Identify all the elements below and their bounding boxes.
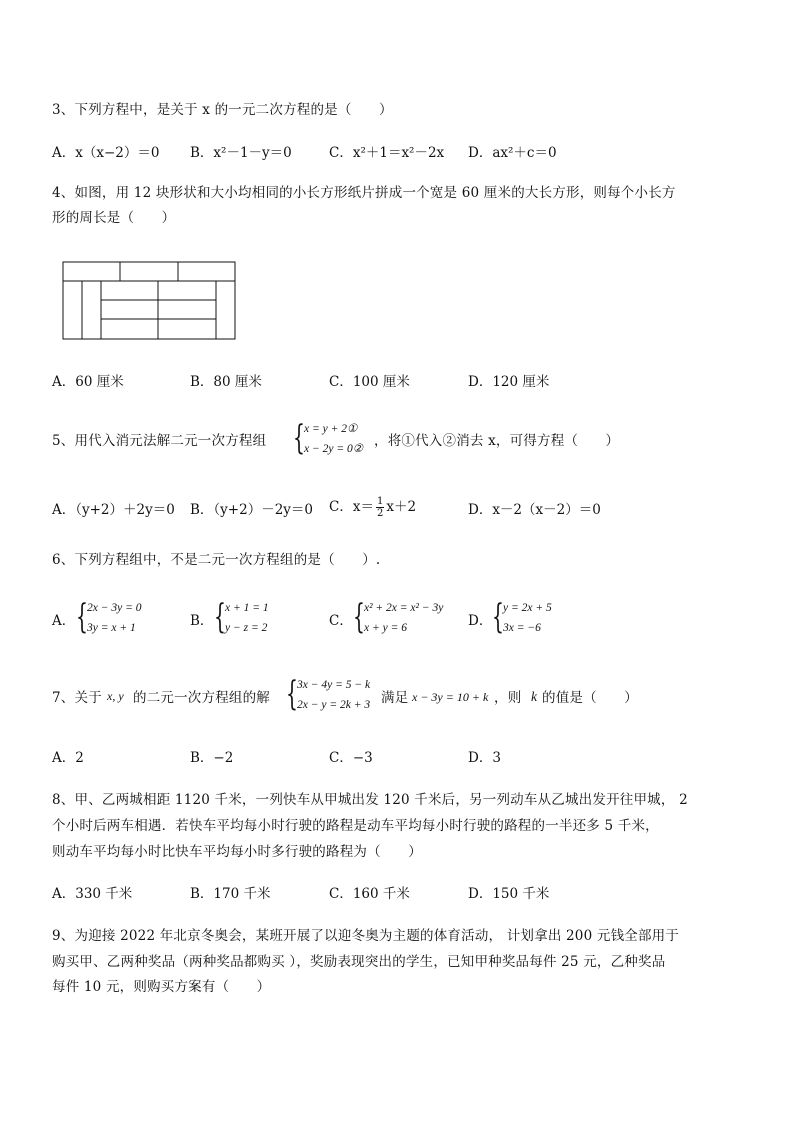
q7-option-d: D．3 bbox=[468, 750, 501, 766]
brace: { bbox=[286, 674, 298, 714]
q6-option-d-label: D． bbox=[468, 613, 493, 629]
q4-option-d: D．120 厘米 bbox=[468, 374, 550, 390]
q6-d-row1: y = 2x + 5 bbox=[503, 602, 552, 614]
q6-b-row2: y − z = 2 bbox=[225, 622, 268, 634]
q6-option-b-system bbox=[214, 599, 294, 641]
q9-line2: 购买甲、乙两种奖品（两种奖品都购买 ），奖励表现突出的学生，已知甲种奖品每件 25 元，乙种奖品 bbox=[52, 954, 666, 970]
brace: { bbox=[492, 597, 504, 637]
q5-system-row2: x − 2y = 0② bbox=[304, 443, 364, 455]
q6-option-a-label: A． bbox=[52, 613, 76, 629]
q6-a-row2: 3y = x + 1 bbox=[87, 622, 136, 634]
q7-equation-system bbox=[286, 676, 386, 718]
q5-stem-pre: 5、用代入消元法解二元一次方程组 bbox=[52, 433, 267, 449]
q6-option-c-system bbox=[353, 599, 463, 641]
q7-stem-end: 的值是（ ） bbox=[542, 690, 638, 706]
q3-option-b: B．x²－1－y＝0 bbox=[190, 145, 292, 161]
q8-option-d: D．150 千米 bbox=[468, 886, 550, 902]
q5-system-row1: x = y + 2① bbox=[304, 423, 358, 435]
q6-c-row1: x² + 2x = x² − 3y bbox=[364, 602, 444, 614]
brace: { bbox=[293, 418, 305, 458]
q5-equation-system bbox=[293, 420, 373, 462]
brace: { bbox=[76, 597, 88, 637]
q5-option-a: A．（y+2）＋2y＝0 bbox=[52, 502, 175, 518]
q6-option-b-label: B． bbox=[190, 613, 214, 629]
q7-stem-mid2: 满足 bbox=[381, 690, 409, 706]
q5-option-d: D．x－2（x－2）＝0 bbox=[468, 502, 601, 518]
q5-option-c bbox=[329, 496, 416, 519]
q5-stem-post: ，将①代入②消去 x，可得方程（ ） bbox=[374, 433, 620, 449]
q4-stem-line1: 4、如图，用 12 块形状和大小均相同的小长方形纸片拼成一个宽是 60 厘米的大长方形，则每个小长方 bbox=[52, 185, 676, 201]
q9-line1: 9、为迎接 2022 年北京冬奥会，某班开展了以迎冬奥为主题的体育活动， 计划拿出 200 元钱全部用于 bbox=[52, 928, 680, 944]
q7-system-row2: 2x − y = 2k + 3 bbox=[297, 699, 371, 711]
q8-line3: 则动车平均每小时比快车平均每小时多行驶的路程为（ ） bbox=[52, 844, 422, 860]
rectangle-figure bbox=[62, 261, 238, 341]
q6-c-row2: x + y = 6 bbox=[364, 622, 407, 634]
q3-option-c: C．x²＋1＝x²－2x bbox=[329, 145, 445, 161]
q8-option-b: B．170 千米 bbox=[190, 886, 271, 902]
brace: { bbox=[353, 597, 365, 637]
q6-b-row1: x + 1 = 1 bbox=[225, 602, 269, 614]
q6-option-c-label: C． bbox=[329, 613, 353, 629]
q4-stem-line2: 形的周长是（ ） bbox=[52, 210, 176, 226]
q8-option-c: C．160 千米 bbox=[329, 886, 410, 902]
q7-stem-mid: 的二元一次方程组的解 bbox=[133, 690, 270, 706]
fraction-numerator: 1 bbox=[376, 496, 384, 507]
q5-option-c-post: x＋2 bbox=[386, 499, 417, 515]
q3-stem: 3、下列方程中，是关于 x 的一元二次方程的是（ ） bbox=[52, 102, 393, 118]
q8-option-a: A．330 千米 bbox=[52, 886, 133, 902]
q7-condition: x − 3y = 10 + k bbox=[412, 690, 489, 704]
q7-option-b: B．−2 bbox=[190, 750, 234, 766]
q7-option-c: C．−3 bbox=[329, 750, 373, 766]
brace: { bbox=[214, 597, 226, 637]
q4-option-b: B．80 厘米 bbox=[190, 374, 262, 390]
q4-option-a: A．60 厘米 bbox=[52, 374, 124, 390]
q6-stem: 6、下列方程组中，不是二元一次方程组的是（ ）. bbox=[52, 552, 381, 568]
q3-option-d: D．ax²＋c＝0 bbox=[468, 145, 557, 161]
q7-system-row1: 3x − 4y = 5 − k bbox=[297, 679, 371, 691]
fraction-denominator: 2 bbox=[376, 508, 384, 519]
q7-vars: x, y bbox=[107, 689, 124, 703]
q6-option-d-system bbox=[492, 599, 572, 641]
q6-d-row2: 3x = −6 bbox=[503, 622, 541, 634]
q3-option-a: A．x（x−2）＝0 bbox=[52, 145, 160, 161]
q7-stem-pre: 7、关于 bbox=[52, 690, 102, 706]
q5-option-c-pre: C．x＝ bbox=[329, 499, 374, 515]
q4-option-c: C．100 厘米 bbox=[329, 374, 410, 390]
q9-line3: 每件 10 元，则购买方案有（ ） bbox=[52, 979, 271, 995]
q6-option-a-system bbox=[76, 599, 166, 641]
q8-line1: 8、甲、乙两城相距 1120 千米，一列快车从甲城出发 120 千米后，另一列动车从乙城出发开往甲城， 2 bbox=[52, 792, 688, 808]
q7-option-a: A．2 bbox=[52, 750, 84, 766]
q6-a-row1: 2x − 3y = 0 bbox=[87, 602, 142, 614]
q8-line2: 个小时后两车相遇．若快车平均每小时行驶的路程是动车平均每小时行驶的路程的一半还多 5 千米， bbox=[52, 818, 659, 834]
fraction-one-half bbox=[376, 496, 384, 519]
q7-k: k bbox=[531, 689, 537, 704]
q5-option-b: B．（y+2）－2y＝0 bbox=[190, 502, 314, 518]
q7-stem-post: ，则 bbox=[494, 690, 522, 706]
